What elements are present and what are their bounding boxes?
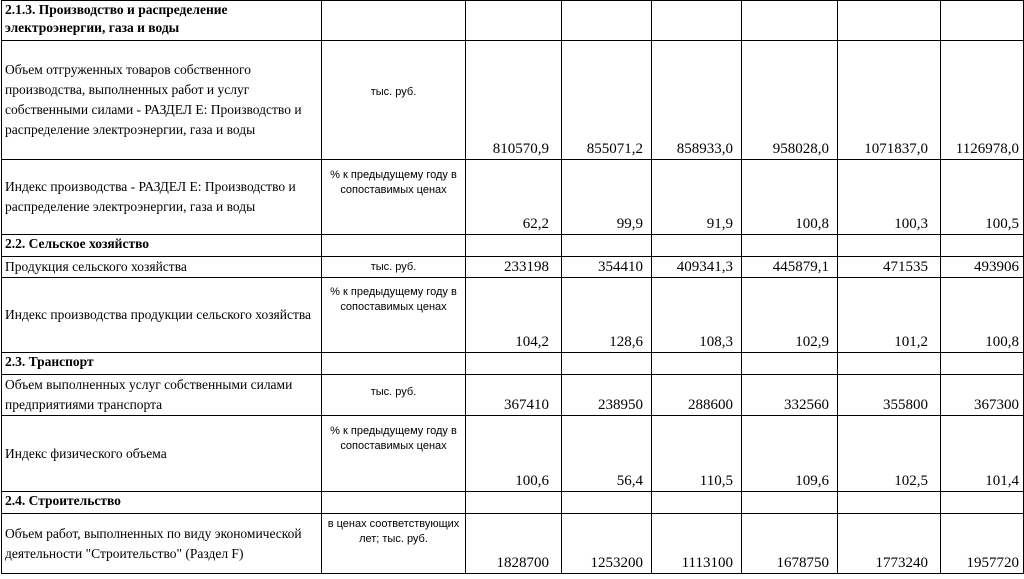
value-cell: 108,3 (652, 278, 742, 353)
row-unit: тыс. руб. (322, 41, 466, 160)
value-cell: 100,5 (941, 160, 1024, 235)
value-cell: 99,9 (562, 160, 652, 235)
row-unit: тыс. руб. (322, 257, 466, 278)
value-cell: 101,2 (838, 278, 941, 353)
value-cell: 101,4 (941, 416, 1024, 492)
value-cell: 858933,0 (652, 41, 742, 160)
empty-cell (652, 492, 742, 514)
table-row-transport-index (2, 416, 1024, 492)
value-cell: 810570,9 (466, 41, 562, 160)
value-cell: 367410 (466, 375, 562, 416)
section-title-energy: 2.1.3. Производство и распределение электроэнергии, газа и воды (2, 1, 322, 41)
table-row-agri-index (2, 278, 1024, 353)
empty-cell (941, 353, 1024, 375)
empty-cell (562, 1, 652, 41)
value-cell: 1113100 (652, 514, 742, 574)
empty-cell (652, 353, 742, 375)
row-label: Индекс физического объема (2, 416, 322, 492)
empty-cell (742, 492, 838, 514)
table-row-agri-volume (2, 257, 1024, 278)
value-cell: 91,9 (652, 160, 742, 235)
empty-cell (652, 1, 742, 41)
value-cell: 1678750 (742, 514, 838, 574)
section-title-transport: 2.3. Транспорт (2, 353, 322, 375)
empty-cell (322, 492, 466, 514)
value-cell: 128,6 (562, 278, 652, 353)
section-row-agriculture (2, 235, 1024, 257)
row-unit: % к предыдущему году в сопоставимых ценах (322, 416, 466, 492)
value-cell: 354410 (562, 257, 652, 278)
row-unit: тыс. руб. (322, 375, 466, 416)
value-cell: 493906 (941, 257, 1024, 278)
empty-cell (742, 1, 838, 41)
row-label: Объем выполненных услуг собственными силами предприятиями транспорта (2, 375, 322, 416)
value-cell: 100,8 (941, 278, 1024, 353)
section-row-energy (2, 1, 1024, 41)
value-cell: 332560 (742, 375, 838, 416)
table-row-energy-volume (2, 41, 1024, 160)
value-cell: 445879,1 (742, 257, 838, 278)
empty-cell (941, 492, 1024, 514)
table-row-energy-index (2, 160, 1024, 235)
empty-cell (562, 353, 652, 375)
value-cell: 367300 (941, 375, 1024, 416)
value-cell: 100,3 (838, 160, 941, 235)
value-cell: 958028,0 (742, 41, 838, 160)
value-cell: 56,4 (562, 416, 652, 492)
value-cell: 62,2 (466, 160, 562, 235)
section-title-agriculture: 2.2. Сельское хозяйство (2, 235, 322, 257)
value-cell: 100,6 (466, 416, 562, 492)
empty-cell (562, 235, 652, 257)
value-cell: 1126978,0 (941, 41, 1024, 160)
value-cell: 855071,2 (562, 41, 652, 160)
row-unit: % к предыдущему году в сопоставимых ценах (322, 278, 466, 353)
row-label: Объем работ, выполненных по виду экономической деятельности "Строительство" (Раздел F) (2, 514, 322, 574)
value-cell: 1253200 (562, 514, 652, 574)
value-cell: 1957720 (941, 514, 1024, 574)
row-label: Объем отгруженных товаров собственного производства, выполненных работ и услуг собственными силами - РАЗДЕЛ Е: Производство и распределение электроэнергии, газа и воды (2, 41, 322, 160)
section-title-construction: 2.4. Строительство (2, 492, 322, 514)
value-cell: 288600 (652, 375, 742, 416)
empty-cell (466, 492, 562, 514)
empty-cell (742, 353, 838, 375)
value-cell: 1071837,0 (838, 41, 941, 160)
empty-cell (742, 235, 838, 257)
value-cell: 1773240 (838, 514, 941, 574)
row-label: Индекс производства - РАЗДЕЛ Е: Производство и распределение электроэнергии, газа и воды (2, 160, 322, 235)
empty-cell (838, 235, 941, 257)
empty-cell (322, 1, 466, 41)
empty-cell (838, 353, 941, 375)
value-cell: 355800 (838, 375, 941, 416)
value-cell: 109,6 (742, 416, 838, 492)
value-cell: 1828700 (466, 514, 562, 574)
empty-cell (466, 353, 562, 375)
empty-cell (562, 492, 652, 514)
table-row-transport-volume (2, 375, 1024, 416)
value-cell: 102,5 (838, 416, 941, 492)
value-cell: 104,2 (466, 278, 562, 353)
empty-cell (322, 235, 466, 257)
empty-cell (838, 492, 941, 514)
row-unit: % к предыдущему году в сопоставимых ценах (322, 160, 466, 235)
value-cell: 100,8 (742, 160, 838, 235)
row-label: Индекс производства продукции сельского хозяйства (2, 278, 322, 353)
empty-cell (466, 1, 562, 41)
section-row-construction (2, 492, 1024, 514)
empty-cell (652, 235, 742, 257)
empty-cell (322, 353, 466, 375)
empty-cell (941, 1, 1024, 41)
value-cell: 471535 (838, 257, 941, 278)
statistics-table (1, 0, 1024, 574)
section-row-transport (2, 353, 1024, 375)
value-cell: 110,5 (652, 416, 742, 492)
value-cell: 233198 (466, 257, 562, 278)
table-row-construction-volume (2, 514, 1024, 574)
value-cell: 409341,3 (652, 257, 742, 278)
row-unit: в ценах соответствующих лет; тыс. руб. (322, 514, 466, 574)
empty-cell (941, 235, 1024, 257)
row-label: Продукция сельского хозяйства (2, 257, 322, 278)
value-cell: 238950 (562, 375, 652, 416)
empty-cell (466, 235, 562, 257)
value-cell: 102,9 (742, 278, 838, 353)
empty-cell (838, 1, 941, 41)
